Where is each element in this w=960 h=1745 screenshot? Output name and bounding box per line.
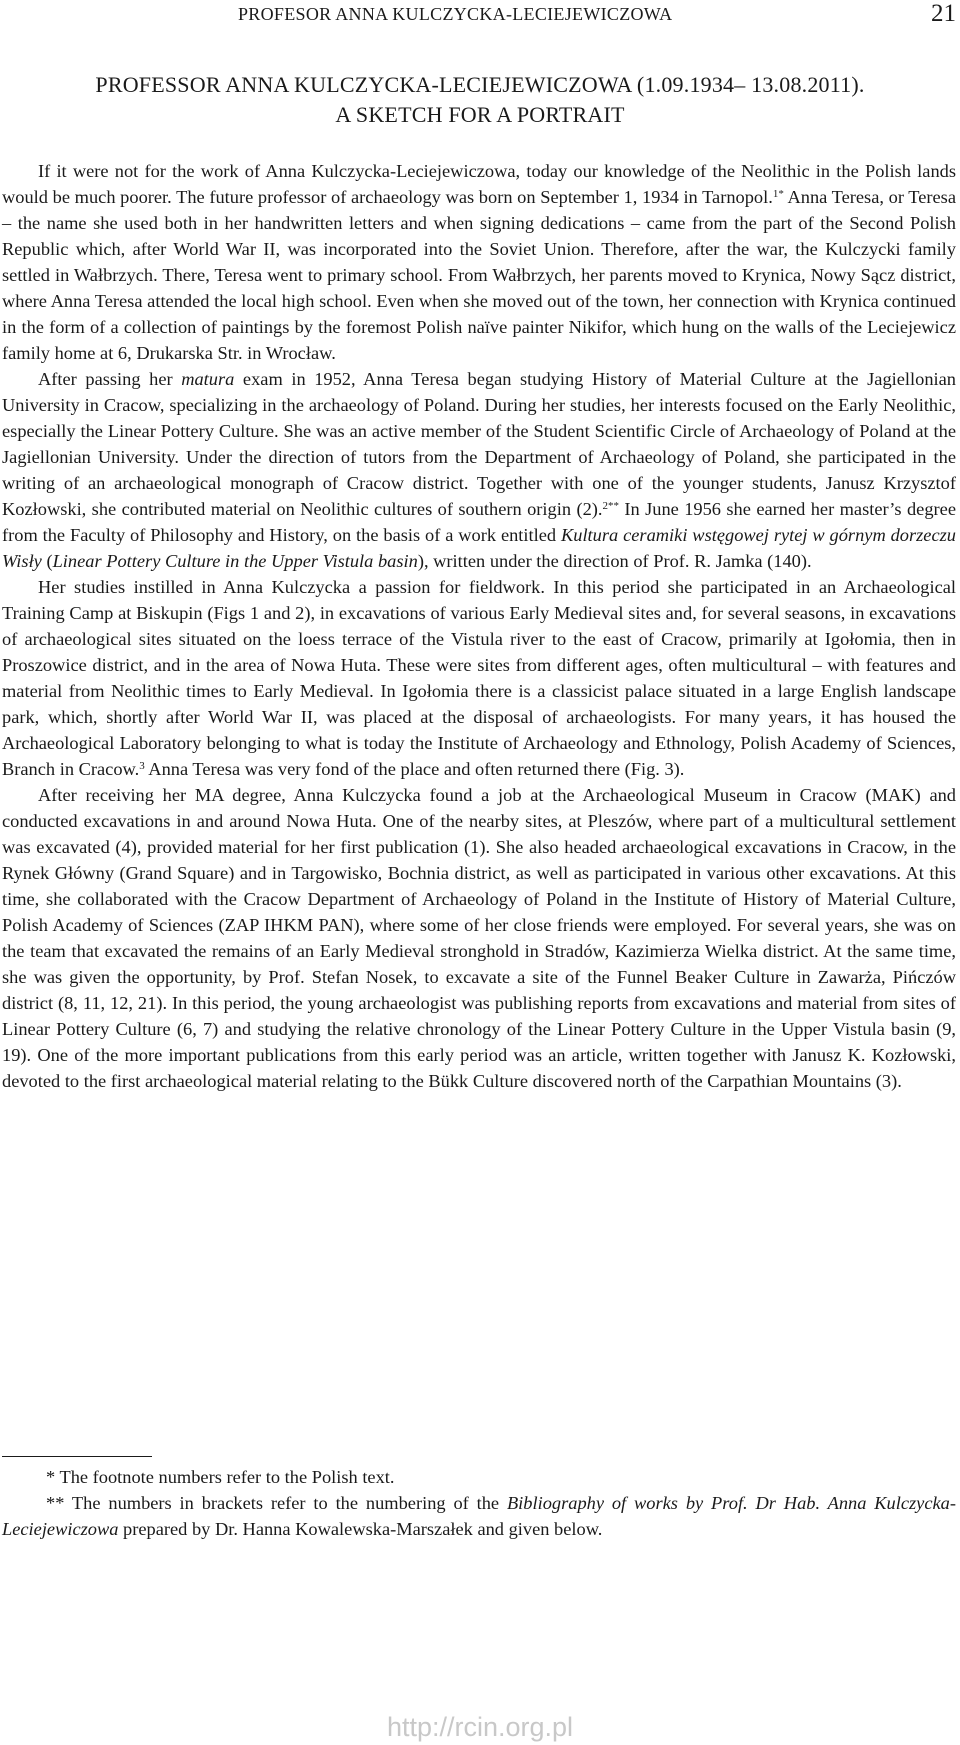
paragraph-1 (2, 158, 956, 366)
title-line-1: PROFESSOR ANNA KULCZYCKA-LECIEJEWICZOWA (1.09.1934– 13.08.2011). (95, 72, 865, 97)
footnote-1: * The footnote numbers refer to the Polish text. (46, 1467, 395, 1487)
running-head (0, 2, 960, 30)
footnote-2-text-a: ** The numbers in brackets refer to the numbering of the (46, 1493, 507, 1513)
footnotes (2, 1464, 956, 1542)
paragraph-1-text-a: If it were not for the work of Anna Kulczycka-Leciejewiczowa, today our knowledge of the Neolithic in the Polish lands would be much poorer. The future professor of archaeology was born on September 1, 1934 in Tarnopol. (2, 161, 956, 207)
paragraph-3 (2, 574, 956, 782)
paragraph-2-italic-translation: Linear Pottery Culture in the Upper Vistula basin (52, 551, 418, 571)
article-body (2, 158, 956, 1094)
footnote-ref-1: 1* (772, 188, 784, 200)
running-head-title: PROFESOR ANNA KULCZYCKA-LECIEJEWICZOWA (238, 4, 673, 24)
paragraph-2 (2, 366, 956, 574)
paragraph-3-text-a: Her studies instilled in Anna Kulczycka a passion for fieldwork. In this period she participated in an Archaeological Training Camp at Biskupin (Figs 1 and 2), in excavations of various Early Medieval sites and, for several seasons, in excavations of archaeological sites situated on the loess terrace of the Vistula river to the east of Cracow, primarily at Igołomia, then in Proszowice district, and in the area of Nowa Huta. These were sites from different ages, often multicultural – with features and material from Neolithic times to Early Medieval. In Igołomia there is a classicist palace situated in a large English landscape park, which, shortly after World War II, was placed at the disposal of archaeologists. For many years, it has housed the Archaeological Laboratory belonging to what is today the Institute of Archaeology and Ethnology, Polish Academy of Sciences, Branch in Cracow. (2, 577, 956, 779)
footnote-ref-2: 2** (602, 500, 619, 512)
paragraph-4: After receiving her MA degree, Anna Kulczycka found a job at the Archaeological Museum in Cracow (MAK) and conducted excavations in and around Nowa Huta. One of the nearby sites, at Pleszów, where part of a multicultural settlement was excavated (4), provided material for her first publication (1). She also headed archaeological excavations in Cracow, in the Rynek Główny (Grand Square) and in Targowisko, Bochnia district, as well as participated in various other excavations. At this time, she collaborated with the Cracow Department of Archaeology of Poland in the Institute of History of Material Culture, Polish Academy of Sciences (ZAP IHKM PAN), where some of her close friends were employed. For several years, she was on the team that excavated the remains of an Early Medieval stronghold in Stradów, Kazimierza Wielka district. At the same time, she was given the opportunity, by Prof. Stefan Nosek, to excavate a site of the Funnel Beaker Culture in Zawarża, Pińczów district (8, 11, 12, 21). In this period, the young archaeologist was publishing reports from excavations and material from sites of Linear Pottery Culture (6, 7) and studying the relative chronology of the Linear Pottery Culture in the Upper Vistula basin (9, 19). One of the more important publications from this early period was an article, written together with Janusz K. Kozłowski, devoted to the first archaeological material relating to the Bükk Culture discovered north of the Carpathian Mountains (3). (2, 785, 956, 1091)
page-number: 21 (931, 0, 956, 27)
paragraph-3-text-b: Anna Teresa was very fond of the place and often returned there (Fig. 3). (144, 759, 685, 779)
footnote-ref-3: 3 (139, 760, 145, 772)
paragraph-2-text-a: After passing her (38, 369, 182, 389)
paragraph-2-text-c: In June 1956 she earned her master’s degree from the Faculty of Philosophy and History, on the basis of a work entitled (2, 499, 956, 545)
title-line-2: A SKETCH FOR A PORTRAIT (335, 102, 625, 127)
paragraph-2-text-e: ), written under the direction of Prof. R. Jamka (140). (417, 551, 812, 571)
paragraph-2-text-d: ( (41, 551, 53, 571)
article-title (0, 70, 960, 130)
footnote-rule (2, 1456, 152, 1457)
paragraph-1-text-b: Anna Teresa, or Teresa – the name she used both in her handwritten letters and when signing dedications – came from the part of the Second Polish Republic which, after World War II, was incorporated into the Soviet Union. Therefore, after the war, the Kulczycki family settled in Wałbrzych. There, Teresa went to primary school. From Wałbrzych, her parents moved to Krynica, Nowy Sącz district, where Anna Teresa attended the local high school. Even when she moved out of the town, her connection with Krynica continued in the form of a collection of paintings by the foremost Polish naïve painter Nikifor, which hung on the walls of the Leciejewicz family home at 6, Drukarska Str. in Wrocław. (2, 187, 956, 363)
watermark-url: http://rcin.org.pl (386, 1712, 574, 1742)
footnote-2-italic-bibliography: Bibliography of works by Prof. Dr Hab. Anna Kulczycka-Leciejewiczowa (2, 1493, 956, 1539)
paragraph-2-italic-thesis-title: Kultura ceramiki wstęgowej rytej w górnym dorzeczu Wisły (2, 525, 956, 571)
paragraph-2-italic-matura: matura (181, 369, 235, 389)
footnote-2-text-b: prepared by Dr. Hanna Kowalewska-Marszałek and given below. (118, 1519, 603, 1539)
footnote-2 (2, 1490, 956, 1542)
paragraph-2-text-b: exam in 1952, Anna Teresa began studying History of Material Culture at the Jagiellonian University in Cracow, specializing in the archaeology of Poland. During her studies, her interests focused on the Early Neolithic, especially the Linear Pottery Culture. She was an active member of the Student Scientific Circle of Archaeology of Poland at the Jagiellonian University. Under the direction of tutors from the Department of Archaeology of Poland, she participated in the writing of an archaeological monograph of Cracow district. Together with one of the younger students, Janusz Krzysztof Kozłowski, she contributed material on Neolithic cultures of southern origin (2). (2, 369, 956, 519)
